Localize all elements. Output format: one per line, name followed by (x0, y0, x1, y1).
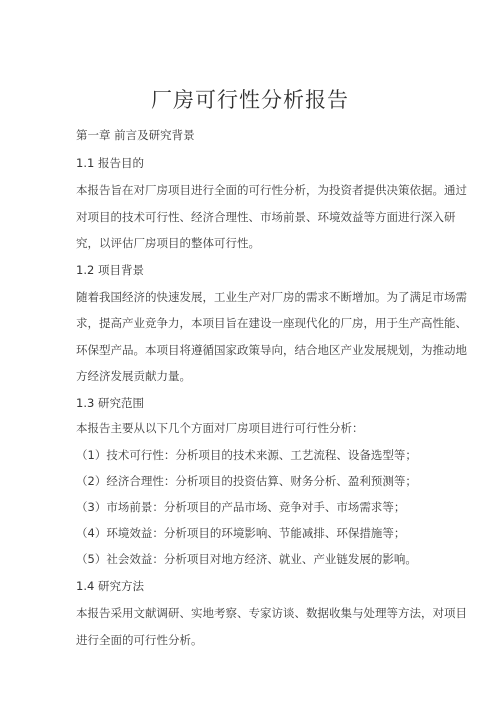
section-heading-1-1: 1.1 报告目的 (76, 156, 144, 170)
paragraph-line: 求，提高产业竞争力，本项目旨在建设一座现代化的厂房，用于生产高性能、 (76, 316, 467, 330)
paragraph-line: 对项目的技术可行性、经济合理性、市场前景、环境效益等方面进行深入研 (76, 210, 456, 224)
list-item: （1）技术可行性：分析项目的技术来源、工艺流程、设备选型等； (76, 448, 417, 462)
list-item: （2）经济合理性：分析项目的投资估算、财务分析、盈利预测等； (76, 474, 417, 488)
section-heading-1-4: 1.4 研究方法 (76, 579, 144, 593)
list-item: （4）环境效益：分析项目的环境影响、节能减排、环保措施等； (76, 526, 406, 540)
section-heading-1-3: 1.3 研究范围 (76, 396, 144, 410)
paragraph-line: 进行全面的可行性分析。 (76, 633, 203, 647)
paragraph-line: 本报告采用文献调研、实地考察、专家访谈、数据收集与处理等方法，对项目 (76, 606, 467, 620)
paragraph-line: 方经济发展贡献力量。 (76, 369, 191, 383)
paragraph-line: 本报告主要从以下几个方面对厂房项目进行可行性分析： (76, 421, 364, 435)
paragraph-line: 本报告旨在对厂房项目进行全面的可行性分析，为投资者提供决策依据。通过 (76, 183, 467, 197)
chapter-heading: 第一章 前言及研究背景 (76, 128, 195, 142)
list-item: （5）社会效益：分析项目对地方经济、就业、产业链发展的影响。 (76, 552, 417, 566)
document-title: 厂房可行性分析报告 (151, 88, 349, 112)
paragraph-line: 环保型产品。本项目将遵循国家政策导向，结合地区产业发展规划，为推动地 (76, 343, 467, 357)
paragraph-line: 随着我国经济的快速发展，工业生产对厂房的需求不断增加。为了满足市场需 (76, 290, 467, 304)
list-item: （3）市场前景：分析项目的产品市场、竞争对手、市场需求等； (76, 500, 406, 514)
section-heading-1-2: 1.2 项目背景 (76, 263, 144, 277)
paragraph-line: 究，以评估厂房项目的整体可行性。 (76, 236, 260, 250)
